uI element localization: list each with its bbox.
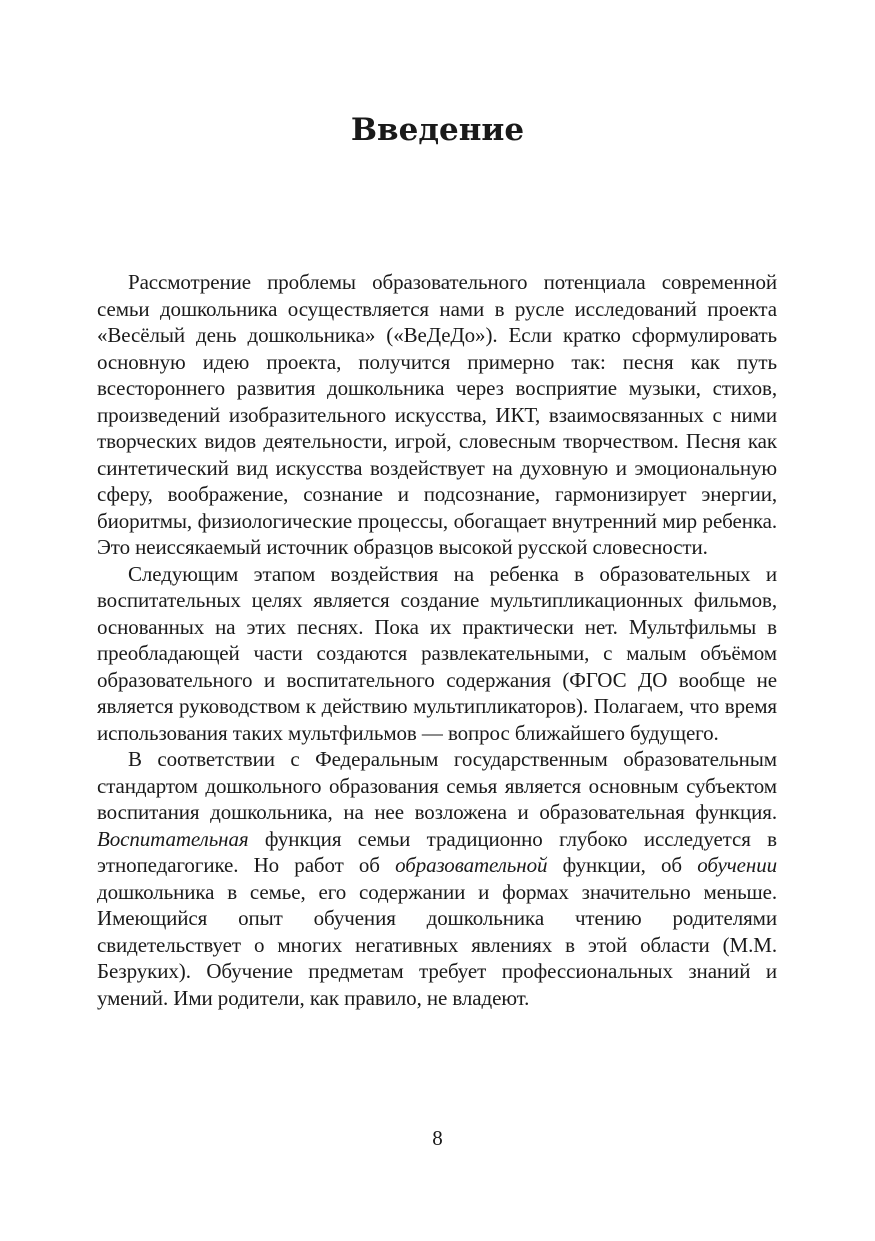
paragraph-1 bbox=[97, 269, 777, 561]
paragraph-2 bbox=[97, 561, 777, 747]
page-number: 8 bbox=[432, 1126, 443, 1150]
paragraph-1-text: Рассмотрение проблемы образовательного потенциала современной семьи дошкольника осуществляется нами в русле исследований проекта «Весёлый день дошкольника» («ВеДеДо»). Если кратко сформулировать основную идею проекта, получится примерно так: песня как путь всестороннего развития дошкольника через восприятие музыки, стихов, произведений изобразительного искусства, ИКТ, взаимосвязанных с ними творческих видов деятельности, игрой, словесным творчеством. Песня как синтетический вид искусства воздействует на духовную и эмоциональную сферу, воображение, сознание и подсознание, гармонизирует энергии, биоритмы, физиологические процессы, обогащает внутренний мир ребенка. Это неиссякаемый источник образцов высокой русской словесности. bbox=[97, 270, 777, 559]
italic-term-vospitatelnaya: Воспитательная bbox=[97, 826, 249, 851]
paragraph-2-text: Следующим этапом воздействия на ребенка в образовательных и воспитательных целях является создание мультипликационных фильмов, основанных на этих песнях. Пока их практически нет. Мультфильмы в преобладающей части создаются развлекательными, с малым объёмом образовательного и воспитательного содержания (ФГОС ДО вообще не является руководством к действию мультипликаторов). Полагаем, что время использования таких мультфильмов — вопрос ближайшего будущего. bbox=[97, 561, 777, 745]
paragraph-3-text: дошкольника в семье, его содержании и формах значительно меньше. Имеющийся опыт обучения дошкольника чтению родителями свидетельствует о многих негативных явлениях в этой области (М.М. Безруких). Обучение предметам требует профессиональных знаний и умений. Ими родители, как правило, не владеют. bbox=[97, 879, 777, 1010]
chapter-heading: Введение bbox=[350, 112, 525, 148]
italic-term-obuchenii: обучении bbox=[697, 853, 777, 877]
paragraph-3-text: функция семьи традиционно глубоко исследуется в этнопедагогике. Но работ об bbox=[97, 826, 777, 877]
italic-term-obrazovatelnoy: образовательной bbox=[395, 853, 548, 877]
paragraph-3-text: В соответствии с Федеральным государственным образовательным стандартом дошкольного образования семья является основным субъектом воспитания дошкольника, на нее возложена и образовательная функция. bbox=[97, 747, 777, 824]
body-text bbox=[97, 269, 777, 1011]
paragraph-3-text: функции, об bbox=[547, 853, 698, 877]
paragraph-3 bbox=[97, 746, 777, 1011]
